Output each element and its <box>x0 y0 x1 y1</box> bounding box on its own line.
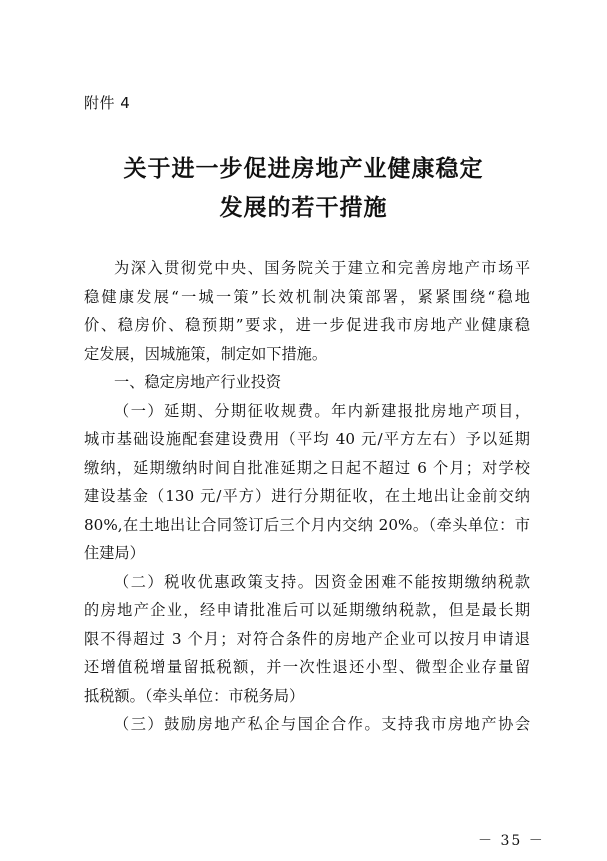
item-2-line-2: 的房地产企业，经申请批准后可以延期缴纳税款，但是最长期 <box>84 601 530 619</box>
item-1-line-5: 80%,在土地出让合同签订后三个月内交纳 20%。（牵头单位：市 <box>84 515 530 534</box>
item-2-line-1: （二）税收优惠政策支持。因资金困难不能按期缴纳税款 <box>114 572 530 591</box>
item-2-line-5: 抵税额。（牵头单位：市税务局） <box>84 686 305 705</box>
paragraph-intro-line-2: 稳健康发展“一城一策”长效机制决策部署，紧紧围绕“稳地 <box>84 287 530 306</box>
paragraph-intro-line-1: 为深入贯彻党中央、国务院关于建立和完善房地产市场平 <box>114 259 530 277</box>
paragraph-intro-line-4: 定发展，因城施策，制定如下措施。 <box>84 344 327 363</box>
item-3-line-1: （三）鼓励房地产私企与国企合作。支持我市房地产协会 <box>114 715 530 733</box>
item-1-line-2: 城市基础设施配套建设费用（平均 40 元/平方左右）予以延期 <box>84 430 530 448</box>
item-1-line-3: 缴纳，延期缴纳时间自批准延期之日起不超过 6 个月；对学校 <box>84 458 530 477</box>
item-1-line-1: （一）延期、分期征收规费。年内新建报批房地产项目， <box>114 401 530 420</box>
document-body <box>84 254 530 739</box>
paragraph-intro-line-3: 价、稳房价、稳预期”要求，进一步促进我市房地产业健康稳 <box>84 316 530 334</box>
attachment-label: 附件 4 <box>84 94 131 112</box>
document-title-line-2: 发展的若干措施 <box>219 194 388 221</box>
item-1-line-4: 建设基金（130 元/平方）进行分期征收，在土地出让金前交纳 <box>84 487 530 505</box>
section-heading-1: 一、稳定房地产行业投资 <box>114 373 282 391</box>
page-number: － 35 － <box>478 833 545 849</box>
item-1-line-6: 住建局） <box>84 544 145 562</box>
item-2-line-4: 还增值税增量留抵税额，并一次性退还小型、微型企业存量留 <box>84 658 530 676</box>
document-title-line-1: 关于进一步促进房地产业健康稳定 <box>123 155 484 182</box>
item-2-line-3: 限不得超过 3 个月；对符合条件的房地产企业可以按月申请退 <box>84 629 530 648</box>
